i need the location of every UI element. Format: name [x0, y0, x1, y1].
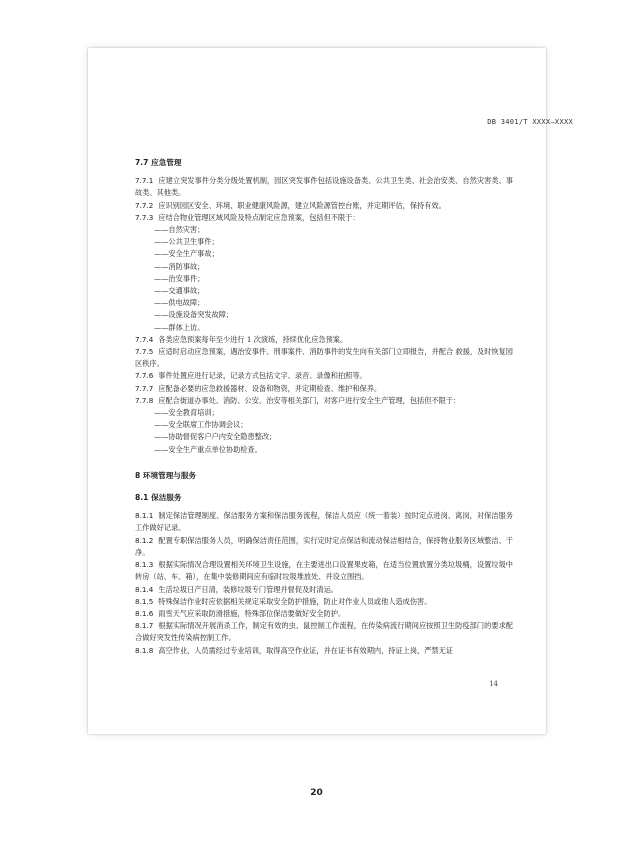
list-item: ——交通事故； [154, 286, 205, 296]
emergency-plan-list [154, 224, 513, 334]
clause-7-7-5 [135, 346, 513, 370]
clause-8-1-6 [135, 608, 513, 620]
clause-number: 7.7.6 [135, 371, 154, 381]
clause-text: 雨雪天气应采取防滑措施，特殊部位保洁要做好安全防护。 [158, 608, 346, 618]
clause-text: 制定保洁管理制度、保洁服务方案和保洁服务流程，保洁人员应（统一着装）按时定点进岗、离岗，对保洁服务工作做好记录。 [135, 511, 513, 533]
clause-8-1-1 [135, 510, 513, 534]
clause-7-7-3 [135, 212, 513, 224]
clause-number: 8.1.5 [135, 596, 154, 606]
clause-text: 根据实际情况开展消杀工作，制定有效的虫、鼠控制工作流程，在传染病流行期间应按照卫生防疫部门的要求配合做好突发性传染病控制工作。 [135, 621, 513, 643]
clause-text: 应识别园区安全、环境、职业健康风险源，建立风险源管控台账，并定期评估，保持有效。 [158, 200, 446, 210]
clause-text: 生活垃圾日产日清，装修垃圾专门管理并督促及时清运。 [158, 584, 338, 594]
clause-text: 应建立突发事件分类分级处置机制，园区突发事件包括设施设备类、公共卫生类、社会治安类、自然灾害类、事故类、其他类。 [135, 176, 513, 198]
clause-number: 8.1.4 [135, 584, 154, 594]
list-item: ——治安事件； [154, 273, 205, 283]
clause-number: 8.1.3 [135, 560, 154, 570]
standard-code: DB 3401/T XXXX—XXXX [487, 118, 573, 126]
clause-text: 特殊保洁作业时应依据相关规定采取安全防护措施，防止对作业人员或他人造成伤害。 [158, 596, 432, 606]
clause-text: 应适时启动应急预案，遇治安事件、刑事案件、消防事件的发生向有关部门立即报告，并配合 救援，及时恢复园区秩序。 [135, 347, 513, 369]
clause-8-1-8 [135, 645, 513, 657]
clause-number: 8.1.8 [135, 645, 154, 655]
clause-text: 应配合街道办事处、消防、公安、治安等相关部门，对客户进行安全生产管理，包括但不限于： [158, 395, 461, 405]
clause-7-7-7 [135, 383, 513, 395]
list-item: ——设施设备突发故障； [154, 310, 234, 320]
clause-text: 高空作业，人员需经过专业培训，取得高空作业证，并在证书有效期内，持证上岗，严禁无证 [158, 645, 453, 655]
clause-7-7-4 [135, 334, 513, 346]
list-item: ——自然灾害； [154, 225, 205, 235]
list-item: ——安全教育培训； [154, 408, 219, 418]
clause-number: 7.7.1 [135, 176, 154, 186]
section-heading-8-1: 8.1 保洁服务 [135, 493, 182, 503]
document-body [135, 153, 513, 657]
clause-8-1-4 [135, 584, 513, 596]
list-item: ——安全联席工作协调会议； [154, 420, 248, 430]
clause-number: 7.7.5 [135, 347, 154, 357]
clause-text: 事件处置应进行记录，记录方式包括文字、录音、录像和拍照等。 [158, 371, 367, 381]
outer-page-number: 20 [310, 788, 323, 798]
clause-number: 8.1.1 [135, 511, 154, 521]
list-item: ——群体上访。 [154, 322, 205, 332]
clause-number: 7.7.2 [135, 200, 154, 210]
clause-8-1-5 [135, 596, 513, 608]
clause-number: 7.7.4 [135, 334, 154, 344]
clause-8-1-7 [135, 620, 513, 644]
list-item: ——安全生产重点单位协助检查。 [154, 444, 262, 454]
clause-number: 8.1.2 [135, 535, 154, 545]
clause-number: 8.1.7 [135, 621, 154, 631]
clause-text: 应配备必要的应急救援器材、设备和物资，并定期检查、维护和保养。 [158, 383, 382, 393]
list-item: ——消防事故； [154, 261, 205, 271]
clause-text: 各类应急预案每年至少进行 1 次演练，持续优化应急预案。 [158, 334, 348, 344]
clause-text: 根据实际情况合理设置相关环境卫生设施，在主要进出口设置果皮箱，在适当位置放置分类垃圾桶，设置垃圾中转房（站、车、箱），在集中装修期间应有临时垃圾堆放处、并设立围挡。 [135, 560, 513, 582]
clause-7-7-8 [135, 395, 513, 407]
clause-7-7-2 [135, 200, 513, 212]
clause-number: 7.7.3 [135, 212, 154, 222]
clause-7-7-1 [135, 175, 513, 199]
clause-number: 7.7.8 [135, 395, 154, 405]
clause-text: 应结合物业管理区域风险及特点制定应急预案，包括但不限于： [158, 212, 360, 222]
list-item: ——供电故障； [154, 298, 205, 308]
clause-text: 配置专职保洁服务人员，明确保洁责任范围，实行定时定点保洁和流动保洁相结合，保持物业服务区域整洁、干净。 [135, 535, 513, 557]
clause-number: 7.7.7 [135, 383, 154, 393]
list-item: ——协助督促客户户内安全隐患整改； [154, 432, 277, 442]
clause-8-1-3 [135, 559, 513, 583]
list-item: ——安全生产事故； [154, 249, 219, 259]
section-heading-8: 8 环境管理与服务 [135, 470, 197, 480]
inner-page-number: 14 [489, 680, 498, 688]
clause-7-7-6 [135, 370, 513, 382]
safety-management-list [154, 407, 513, 456]
clause-number: 8.1.6 [135, 608, 154, 618]
section-heading-7-7: 7.7 应急管理 [135, 158, 182, 167]
list-item: ——公共卫生事件； [154, 237, 219, 247]
clause-8-1-2 [135, 535, 513, 559]
